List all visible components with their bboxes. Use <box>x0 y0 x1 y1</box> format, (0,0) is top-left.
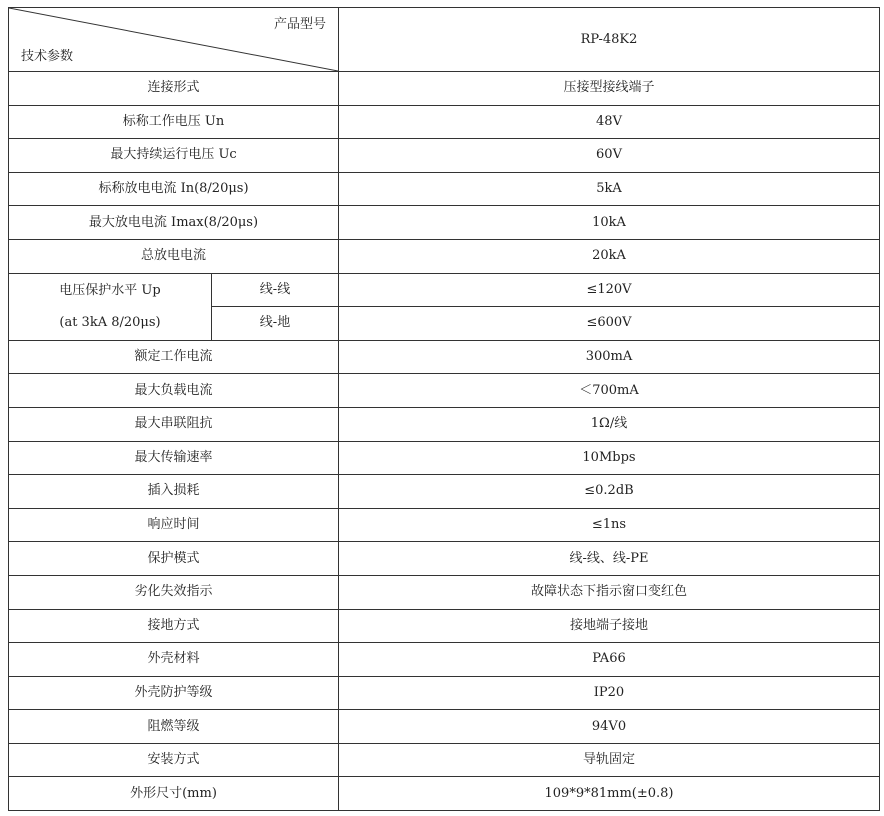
param-label: 劣化失效指示 <box>9 575 339 609</box>
protection-sub-value: ≤600V <box>339 307 880 341</box>
table-row <box>9 273 880 307</box>
protection-sub-label: 线-线 <box>212 273 339 307</box>
param-value: 20kA <box>339 239 880 273</box>
param-value: 导轨固定 <box>339 743 880 777</box>
param-label: 标称工作电压 Un <box>9 105 339 139</box>
param-label: 最大传输速率 <box>9 441 339 475</box>
param-label: 外壳材料 <box>9 643 339 677</box>
table-row <box>9 710 880 744</box>
param-value: 109*9*81mm(±0.8) <box>339 777 880 811</box>
param-value: 故障状态下指示窗口变红色 <box>339 575 880 609</box>
param-value: IP20 <box>339 676 880 710</box>
param-value: 10Mbps <box>339 441 880 475</box>
header-row <box>9 8 880 72</box>
param-value: 60V <box>339 139 880 173</box>
param-label: 总放电电流 <box>9 239 339 273</box>
protection-label-cell <box>9 273 212 340</box>
param-label: 外壳防护等级 <box>9 676 339 710</box>
param-value: PA66 <box>339 643 880 677</box>
table-row <box>9 777 880 811</box>
param-value: ≤0.2dB <box>339 475 880 509</box>
model-value-cell: RP-48K2 <box>339 8 880 72</box>
table-row <box>9 206 880 240</box>
model-column-label: 产品型号 <box>273 17 326 32</box>
param-value: 10kA <box>339 206 880 240</box>
param-label: 保护模式 <box>9 542 339 576</box>
table-row <box>9 239 880 273</box>
protection-label-line1: 电压保护水平 Up <box>59 282 161 298</box>
param-label: 阻燃等级 <box>9 710 339 744</box>
param-label: 响应时间 <box>9 508 339 542</box>
table-row <box>9 743 880 777</box>
protection-sub-label: 线-地 <box>212 307 339 341</box>
param-value: 94V0 <box>339 710 880 744</box>
param-value: 线-线、线-PE <box>339 542 880 576</box>
table-row <box>9 441 880 475</box>
table-row <box>9 643 880 677</box>
param-label: 外形尺寸(mm) <box>9 777 339 811</box>
protection-sub-value: ≤120V <box>339 273 880 307</box>
table-row <box>9 542 880 576</box>
table-row <box>9 676 880 710</box>
param-value: 48V <box>339 105 880 139</box>
param-label: 接地方式 <box>9 609 339 643</box>
param-label: 插入损耗 <box>9 475 339 509</box>
param-value: 5kA <box>339 172 880 206</box>
param-label: 安装方式 <box>9 743 339 777</box>
param-label: 最大负载电流 <box>9 374 339 408</box>
param-value: 压接型接线端子 <box>339 72 880 106</box>
table-row <box>9 475 880 509</box>
table-row <box>9 374 880 408</box>
param-value: ≤1ns <box>339 508 880 542</box>
param-value: 300mA <box>339 340 880 374</box>
header-diagonal-cell <box>9 8 339 72</box>
table-row <box>9 139 880 173</box>
param-label: 最大串联阻抗 <box>9 407 339 441</box>
param-value: ＜700mA <box>339 374 880 408</box>
param-label: 标称放电电流 In(8/20μs) <box>9 172 339 206</box>
table-row <box>9 105 880 139</box>
param-label: 连接形式 <box>9 72 339 106</box>
protection-label-line2: (at 3kA 8/20μs) <box>59 314 161 330</box>
param-label: 最大持续运行电压 Uc <box>9 139 339 173</box>
table-row <box>9 72 880 106</box>
table-row <box>9 508 880 542</box>
table-row <box>9 407 880 441</box>
param-value: 接地端子接地 <box>339 609 880 643</box>
spec-table <box>8 7 880 811</box>
param-row-label: 技术参数 <box>21 49 74 64</box>
param-value: 1Ω/线 <box>339 407 880 441</box>
table-row <box>9 172 880 206</box>
param-label: 额定工作电流 <box>9 340 339 374</box>
table-row <box>9 340 880 374</box>
table-row <box>9 609 880 643</box>
param-label: 最大放电电流 Imax(8/20μs) <box>9 206 339 240</box>
table-row <box>9 575 880 609</box>
